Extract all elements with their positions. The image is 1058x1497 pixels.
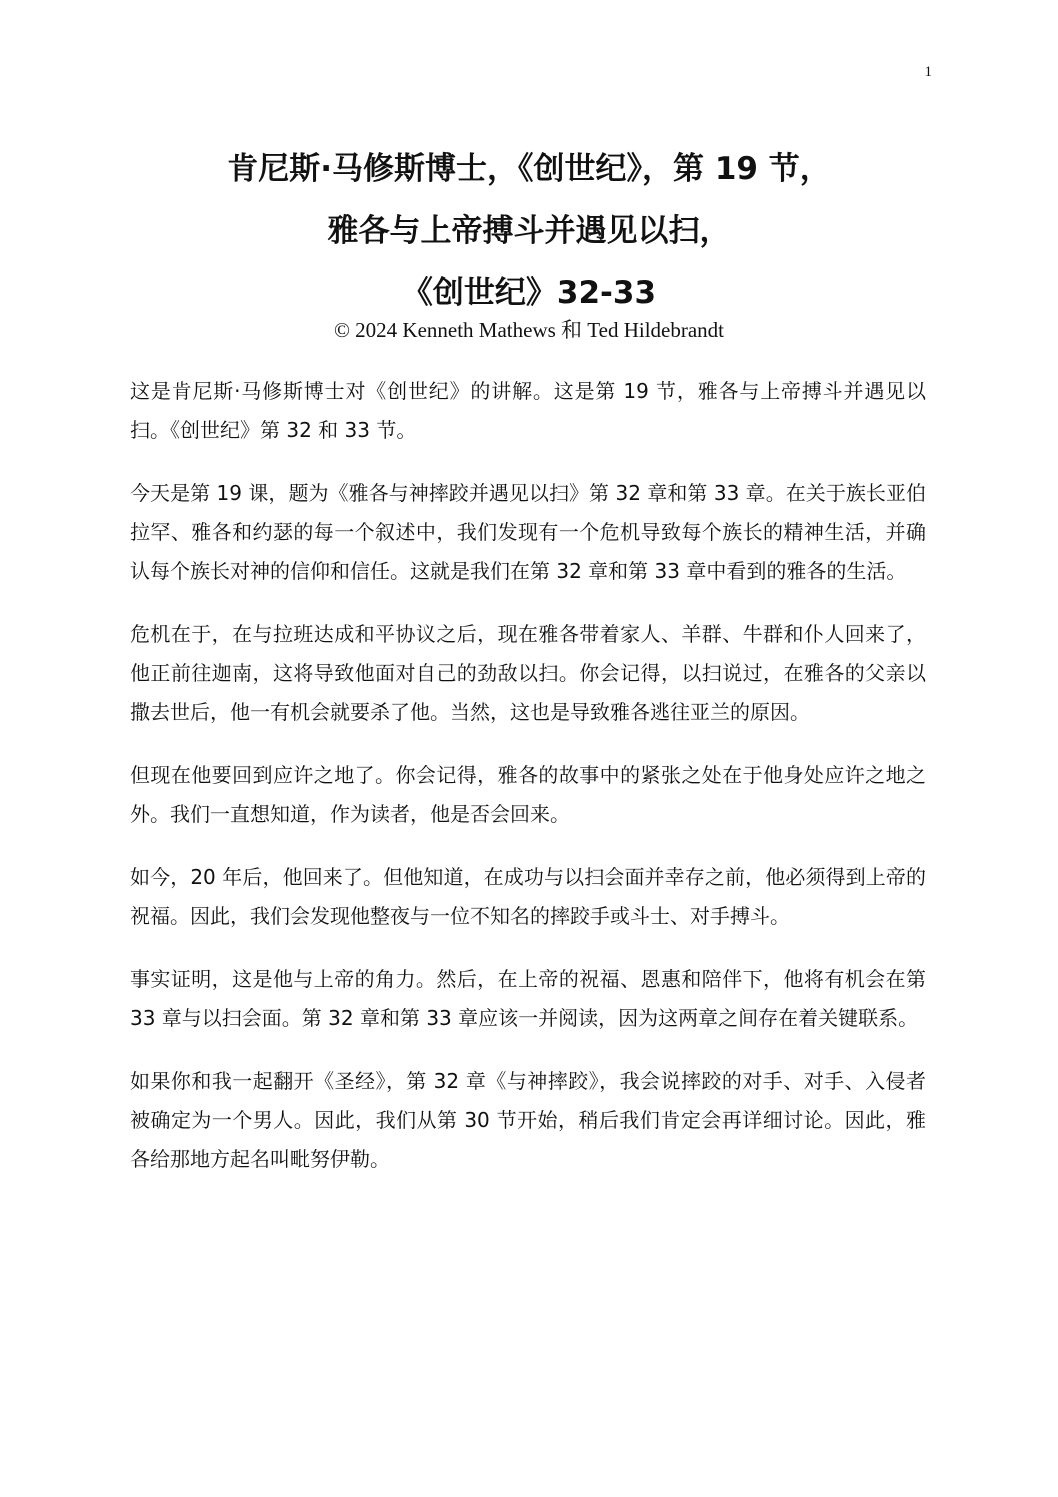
document-title	[0, 138, 1058, 324]
paragraph-2: 今天是第 19 课，题为《雅各与神摔跤并遇见以扫》第 32 章和第 33 章。在关于族长亚伯拉罕、雅各和约瑟的每一个叙述中，我们发现有一个危机导致每个族长的精神生活，并确认每个族长对神的信仰和信任。这就是我们在第 32 章和第 33 章中看到的雅各的生活。	[130, 481, 926, 583]
paragraph-3: 危机在于，在与拉班达成和平协议之后，现在雅各带着家人、羊群、牛群和仆人回来了，他正前往迦南，这将导致他面对自己的劲敌以扫。你会记得，以扫说过，在雅各的父亲以撒去世后，他一有机会就要杀了他。当然，这也是导致雅各逃往亚兰的原因。	[130, 622, 926, 724]
paragraph-1: 这是肯尼斯·马修斯博士对《创世纪》的讲解。这是第 19 节，雅各与上帝搏斗并遇见以扫。《创世纪》第 32 和 33 节。	[130, 379, 926, 442]
title-line-1: 肯尼斯·马修斯博士，《创世纪》，第 19 节，	[227, 151, 831, 187]
paragraph-7: 如果你和我一起翻开《圣经》，第 32 章《与神摔跤》，我会说摔跤的对手、对手、入侵者被确定为一个男人。因此，我们从第 30 节开始，稍后我们肯定会再详细讨论。因此，雅各给那地方起名叫毗努伊勒。	[130, 1069, 926, 1171]
body-text	[130, 372, 926, 1203]
copyright-line: © 2024 Kenneth Mathews 和 Ted Hildebrandt	[333, 318, 725, 342]
page-number: 1	[924, 64, 932, 80]
paragraph-4: 但现在他要回到应许之地了。你会记得，雅各的故事中的紧张之处在于他身处应许之地之外。我们一直想知道，作为读者，他是否会回来。	[130, 763, 926, 826]
paragraph-6: 事实证明，这是他与上帝的角力。然后，在上帝的祝福、恩惠和陪伴下，他将有机会在第 33 章与以扫会面。第 32 章和第 33 章应该一并阅读，因为这两章之间存在着关键联系。	[130, 967, 926, 1030]
paragraph-5: 如今，20 年后，他回来了。但他知道，在成功与以扫会面并幸存之前，他必须得到上帝的祝福。因此，我们会发现他整夜与一位不知名的摔跤手或斗士、对手搏斗。	[130, 865, 926, 928]
title-line-3: 《创世纪》32-33	[401, 275, 657, 311]
title-line-2: 雅各与上帝搏斗并遇见以扫，	[327, 213, 731, 249]
